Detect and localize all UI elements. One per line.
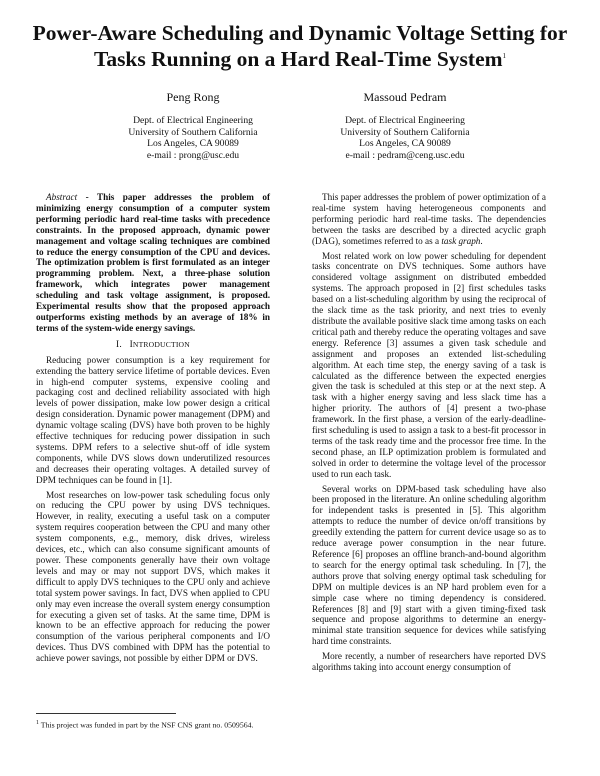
affil-email: e-mail : pedram@ceng.usc.edu (345, 149, 465, 161)
abstract-label: Abstract (46, 192, 78, 202)
footnote: $^1$ This project was funded in part by the NSF CNS grant no. 0509564. (36, 720, 254, 730)
affil-univ: University of Southern California (128, 126, 258, 138)
intro-paragraph: Most researches on low-power task scheduling focus only on reducing the CPU power by using DVS techniques. However, in reality, executing a useful task on a computer system requires cooperation between the CPU and many other system components, e.g., memory, disk drives, wireless devices, etc., which can also consume significant amounts of power. These components generally have their own voltage levels and may or may not support DVS, which makes it difficult to apply DVS techniques to the CPU only and achieve total system power savings. In fact, DVS when applied to CPU only may even increase the overall system energy consumption for executing a given set of tasks. At the same time, DPM is known to be an effective approach for reducing the power consumption of the various peripheral components and I/O devices. Thus DVS combined with DPM has the potential to achieve power savings, not possible by either DPM or DVS. (36, 489, 270, 664)
body-paragraph: Several works on DPM-based task scheduling have also been proposed in the literature. An online scheduling algorithm for independent tasks is presented in [5]. This algorithm attempts to reduce the number of device on/off transitions by greedily extending the pattern for current device usage so as to reduce average power consumption in the near future. Reference [6] proposes an offline branch-and-bound algorithm to search for the energy optimal task scheduling. In [7], the authors prove that solving energy optimal task scheduling for DPM on multiple devices is an NP hard problem even for a simple case where no timing dependency is considered. References [8] and [9] start with a given timing-fixed task sequence and propose algorithms to determine an energy-minimal state transition sequence for devices while satisfying hard time constraints. (312, 483, 546, 647)
affil-dept: Dept. of Electrical Engineering (133, 115, 253, 126)
right-column (312, 192, 546, 677)
body-paragraph: This paper addresses the problem of power optimization of a real-time system having heterogeneous components and performing periodic hard real-time tasks. The dependencies between the tasks are described by a directed acyclic graph (DAG), sometimes referred to as a task graph. (312, 192, 546, 246)
title-footnote-mark: 1 (502, 52, 507, 60)
body-paragraph: More recently, a number of researchers have reported DVS algorithms taking into account energy consumption of (312, 651, 546, 673)
abstract (36, 192, 270, 334)
intro-paragraph: Reducing power consumption is a key requirement for extending the battery service lifetime of portable devices. Even in high-end computer systems, expensive cooling and packaging cost and declined reliability associated with high levels of power dissipation, make low power design a critical design consideration. Dynamic power management (DPM) and dynamic voltage scaling (DVS) have both proven to be highly effective techniques for reducing power dissipation in such systems. DPM refers to a selective shut-off of idle system components, while DVS slows down underutilized resources and decreases their operating voltages. A detailed survey of DPM techniques can be found in [1]. (36, 354, 270, 485)
author-name-2: Massoud Pedram (363, 90, 447, 104)
affil-city: Los Angeles, CA 90089 (359, 138, 451, 149)
affil-dept: Dept. of Electrical Engineering (345, 115, 465, 126)
author-name-1: Peng Rong (166, 90, 220, 104)
paper-title: Power-Aware Scheduling and Dynamic Voltage Setting for Tasks Running on a Hard Real-Time System$^1$ (32, 21, 568, 72)
left-column (36, 192, 270, 668)
body-paragraph: Most related work on low power scheduling for dependent tasks concentrate on DVS techniques. Some authors have considered voltage assignment on distributed embedded systems. The approach proposed in [2] first schedules tasks based on a list-scheduling algorithm by using the reciprocal of the slack time as the task priority, and next tries to evenly distribute the available positive slack time among tasks on each critical path and thereby reduce the operating voltages and save energy. Reference [3] assumes a given task schedule and assignment and proposes an extended list-scheduling algorithm. At each time step, the energy saving of a task is calculated as the difference between the expected energies given the task is scheduled at this step or at the next step. A task with a higher energy saving and less slack time has a higher priority. The authors of [4] present a two-phase framework. In the first phase, a version of the early-deadline-first scheduling is used to assign a task to a best-fit processor in terms of the task ready time and the processor free time. In the second phase, an ILP optimization problem is formulated and solved in order to determine the voltage level of the processor used to run each task. (312, 250, 546, 479)
section-heading-introduction: I. INTRODUCTION (116, 339, 190, 350)
affil-email: e-mail : prong@usc.edu (146, 149, 240, 161)
affil-city: Los Angeles, CA 90089 (147, 138, 239, 149)
author-affiliation-2 (280, 115, 530, 161)
affil-univ: University of Southern California (340, 126, 470, 138)
abstract-text: - This paper addresses the problem of minimizing energy consumption of a computer system performing periodic hard real-time tasks with precedence constraints. In the proposed approach, dynamic power management and voltage scaling techniques are combined to reduce the energy consumption of the CPU and devices. The optimization problem is first formulated as an integer programming problem. Next, a three-phase solution framework, which integrates power management scheduling and task voltage assignment, is proposed. Experimental results show that the proposed approach outperforms existing methods by an average of 18% in terms of the system-wide energy savings. (36, 192, 270, 333)
footnote-rule (36, 713, 176, 714)
